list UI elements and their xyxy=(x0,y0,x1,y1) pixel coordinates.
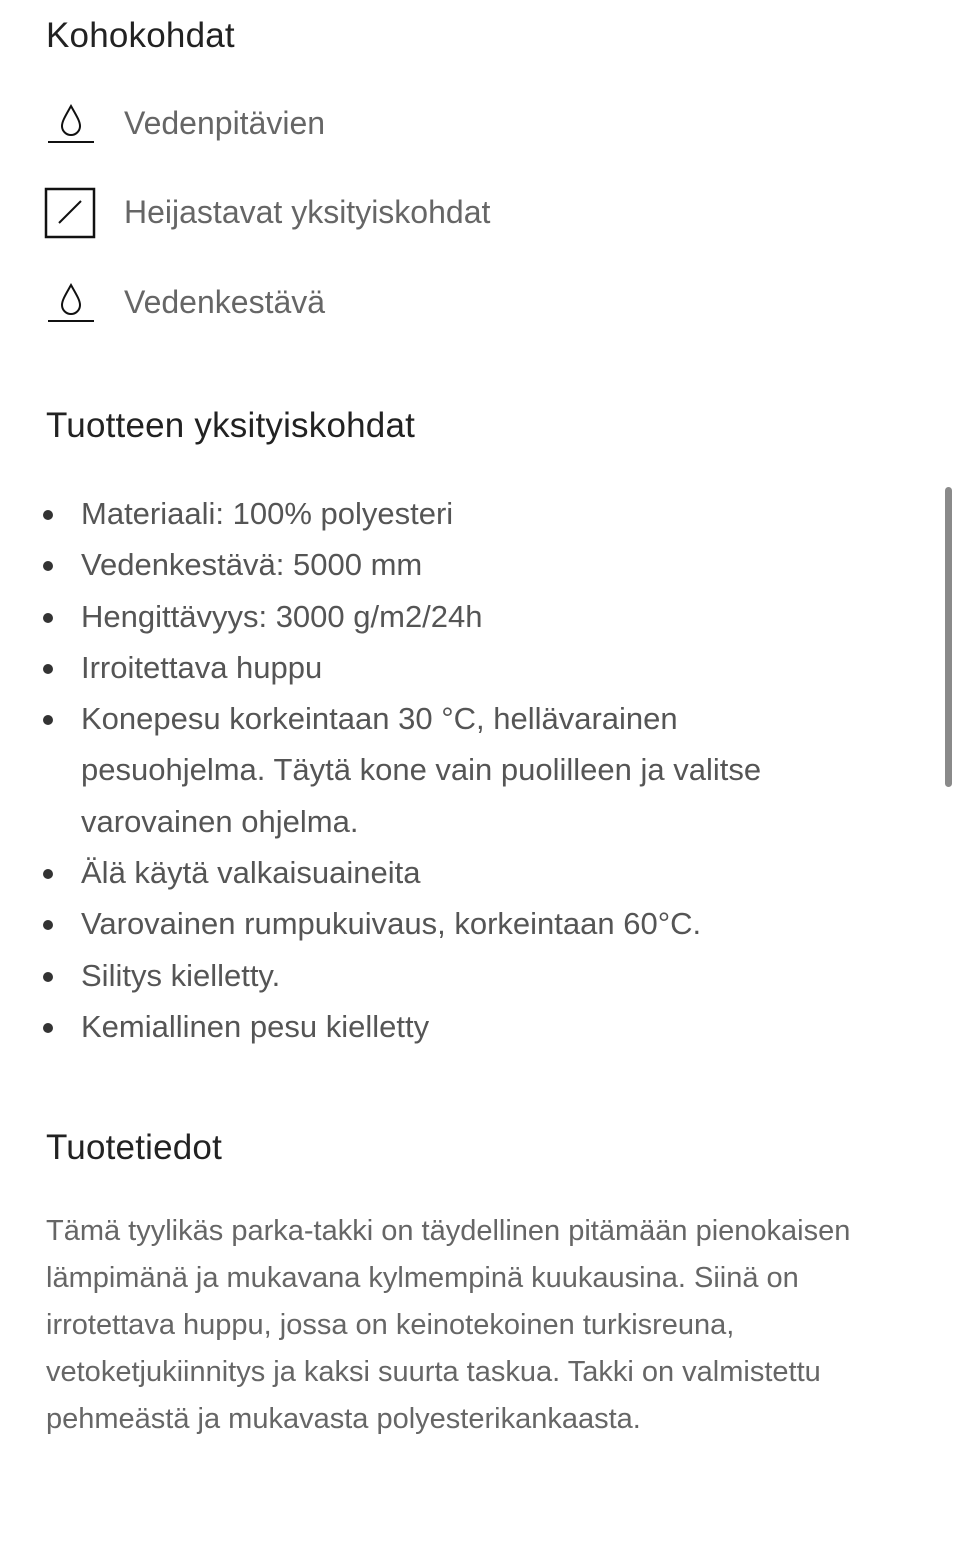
list-item: Vedenkestävä: 5000 mm xyxy=(81,539,861,590)
highlight-label: Vedenpitävien xyxy=(124,104,326,141)
list-item: Varovainen rumpukuivaus, korkeintaan 60°C. xyxy=(81,898,861,949)
highlight-label: Heijastavat yksityiskohdat xyxy=(124,193,491,230)
highlight-label: Vedenkestävä xyxy=(124,283,326,320)
highlight-item xyxy=(44,182,490,242)
highlights-title: Kohokohdat xyxy=(46,16,235,55)
water-drop-icon xyxy=(44,96,98,150)
info-title: Tuotetiedot xyxy=(46,1128,223,1167)
highlight-item xyxy=(44,93,325,153)
list-item: Hengittävyys: 3000 g/m2/24h xyxy=(81,591,861,642)
details-list xyxy=(0,488,861,1052)
info-description: Tämä tyylikäs parka-takki on täydellinen pitämään pienokaisen lämpimänä ja mukavana kylmempinä kuukausina. Siinä on irrotettava huppu, jossa on keinotekoinen turkisreuna, vetoketjukiinnitys ja kaksi suurta taskua. Takki on valmistettu pehmeästä ja mukavasta polyesterikankaasta. xyxy=(46,1215,851,1435)
scrollbar[interactable] xyxy=(945,487,952,787)
list-item: Silitys kielletty. xyxy=(81,950,861,1001)
reflective-square-icon xyxy=(44,185,98,239)
list-item: Materiaali: 100% polyesteri xyxy=(81,488,861,539)
water-drop-icon xyxy=(44,275,98,329)
list-item: Kemiallinen pesu kielletty xyxy=(81,1001,861,1052)
list-item: Irroitettava huppu xyxy=(81,642,861,693)
list-item: Konepesu korkeintaan 30 °C, hellävarainen pesuohjelma. Täytä kone vain puolilleen ja valitse varovainen ohjelma. xyxy=(81,693,861,847)
details-title: Tuotteen yksityiskohdat xyxy=(46,406,416,445)
highlight-item xyxy=(44,272,325,332)
list-item: Älä käytä valkaisuaineita xyxy=(81,847,861,898)
